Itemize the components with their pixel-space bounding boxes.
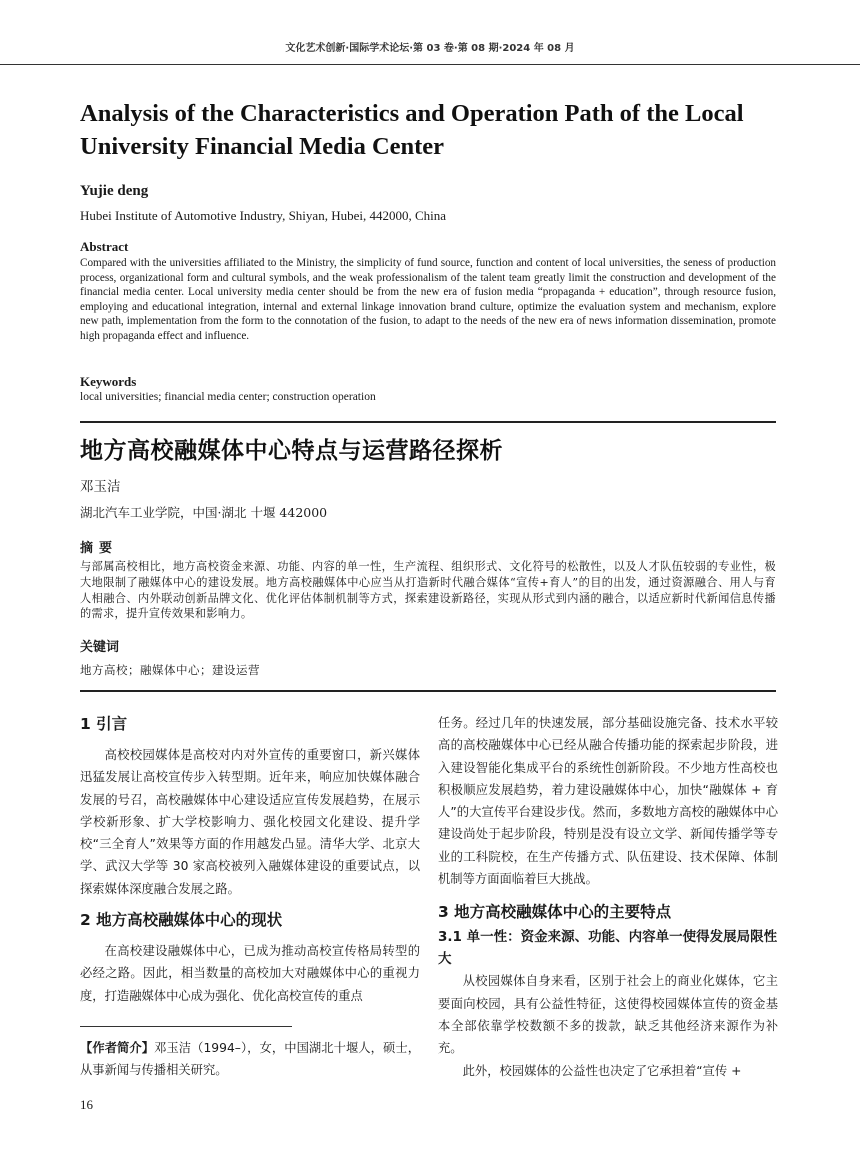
chinese-author: 邓玉洁 <box>80 479 121 495</box>
page-number: 16 <box>80 1097 93 1112</box>
section-1-paragraph: 高校校园媒体是高校对内对外宣传的重要窗口，新兴媒体迅猛发展让高校宣传步入转型期。近年来，响应加快媒体融合发展的号召，高校融媒体中心建设适应宣传发展趋势，在展示学校新形象、扩大学校影响力、强化校园文化建设、提升学校“三全育人”效果等方面的作用越发凸显。清华大学、北京大学、武汉大学等 30 家高校被列入融媒体建设的重要试点，以探索媒体深度融合发展之路。 <box>80 748 420 896</box>
chinese-keywords-body: 地方高校；融媒体中心；建设运营 <box>80 663 260 677</box>
section-divider-bottom <box>80 690 776 692</box>
english-title: Analysis of the Characteristics and Operation Path of the Local University Financial Media Center <box>80 100 744 160</box>
english-author: Yujie deng <box>80 183 149 199</box>
section-3-1-heading: 3.1 单一性：资金来源、功能、内容单一使得发展局限性大 <box>438 929 778 968</box>
section-2-paragraph: 在高校建设融媒体中心，已成为推动高校宣传格局转型的必经之路。因此，相当数量的高校加大对融媒体中心的重视力度，打造融媒体中心成为强化、优化高校宣传的重点 <box>80 944 420 1003</box>
english-abstract-heading: Abstract <box>80 239 129 254</box>
section-2-heading: 2 地方高校融媒体中心的现状 <box>80 911 283 930</box>
footnote-text: 邓玉洁（1994–），女，中国湖北十堰人，硕士，从事新闻与传播相关研究。 <box>80 1041 420 1078</box>
section-3-heading: 3 地方高校融媒体中心的主要特点 <box>438 903 672 922</box>
section-3-1-paragraph-1: 从校园媒体自身来看，区别于社会上的商业化媒体，它主要面向校园，具有公益性特征，这使得校园媒体宣传的资金基本全部依靠学校数额不多的拨款，缺乏其他经济来源作为补充。 <box>438 974 778 1056</box>
english-abstract-body: Compared with the universities affiliated to the Ministry, the simplicity of fund source, function and content of local universities, the seness of production process, organizational form and cultural symbols, and the weak professionalism of the talent team greatly limit the construction and development of the financial media center. Local university media center should be from the new era of fusion media “propaganda + education”, through resource fusion, employing and educational integration, internal and external linkage innovation brand culture, optimize the evaluation system and mechanism, explore new path, implementation from the form to the connotation of the fusion, to adapt to the needs of the new era of news information dissemination, promote high propaganda effect and influence. <box>80 257 776 342</box>
right-column <box>438 712 778 1082</box>
continued-paragraph: 任务。经过几年的快速发展，部分基础设施完备、技术水平较高的高校融媒体中心已经从融合传播功能的探索起步阶段，进入建设智能化集成平台的系统性创新阶段。不少地方性高校也积极顺应发展趋势，着力建设融媒体中心，加快“融媒体 + 育人”的大宣传平台建设步伐。然而，多数地方高校的融媒体中心建设尚处于起步阶段，特别是没有设立文学、新闻传播学等专业的工科院校，在生产传播方式、队伍建设、技术保障、体制机制等方面面临着巨大挑战。 <box>438 716 778 887</box>
chinese-abstract-body: 与部属高校相比，地方高校资金来源、功能、内容的单一性，生产流程、组织形式、文化符号的松散性，以及人才队伍较弱的专业性，极大地限制了融媒体中心的建设发展。地方高校融媒体中心应当从打造新时代融合媒体“宣传+育人”的目的出发，通过资源融合、用人与育人相融合、内外联动创新品牌文化、优化评估体制机制等方式，探索建设新路径，实现从形式到内涵的融合，以适应新时代新闻信息传播的需求，提升宣传效果和影响力。 <box>80 560 776 621</box>
english-keywords-body: local universities; financial media center; construction operation <box>80 391 376 403</box>
section-divider-top <box>80 421 776 423</box>
chinese-affiliation: 湖北汽车工业学院，中国·湖北 十堰 442000 <box>80 505 328 520</box>
chinese-abstract-heading: 摘要 <box>80 541 119 556</box>
section-3-1-paragraph-2: 此外，校园媒体的公益性也决定了它承担着“宣传 + <box>462 1063 742 1078</box>
header-divider <box>0 64 860 65</box>
running-header: 文化艺术创新·国际学术论坛·第 03 卷·第 08 期·2024 年 08 月 <box>285 43 575 54</box>
footnote-divider <box>80 1026 292 1027</box>
left-column <box>80 712 420 1007</box>
chinese-keywords-heading: 关键词 <box>80 640 120 655</box>
section-1-heading: 1 引言 <box>80 715 128 733</box>
author-footnote <box>80 1037 420 1082</box>
chinese-title: 地方高校融媒体中心特点与运营路径探析 <box>80 438 503 464</box>
footnote-label: 【作者简介】 <box>80 1041 155 1055</box>
english-affiliation: Hubei Institute of Automotive Industry, Shiyan, Hubei, 442000, China <box>80 208 447 223</box>
english-keywords-heading: Keywords <box>80 374 137 389</box>
